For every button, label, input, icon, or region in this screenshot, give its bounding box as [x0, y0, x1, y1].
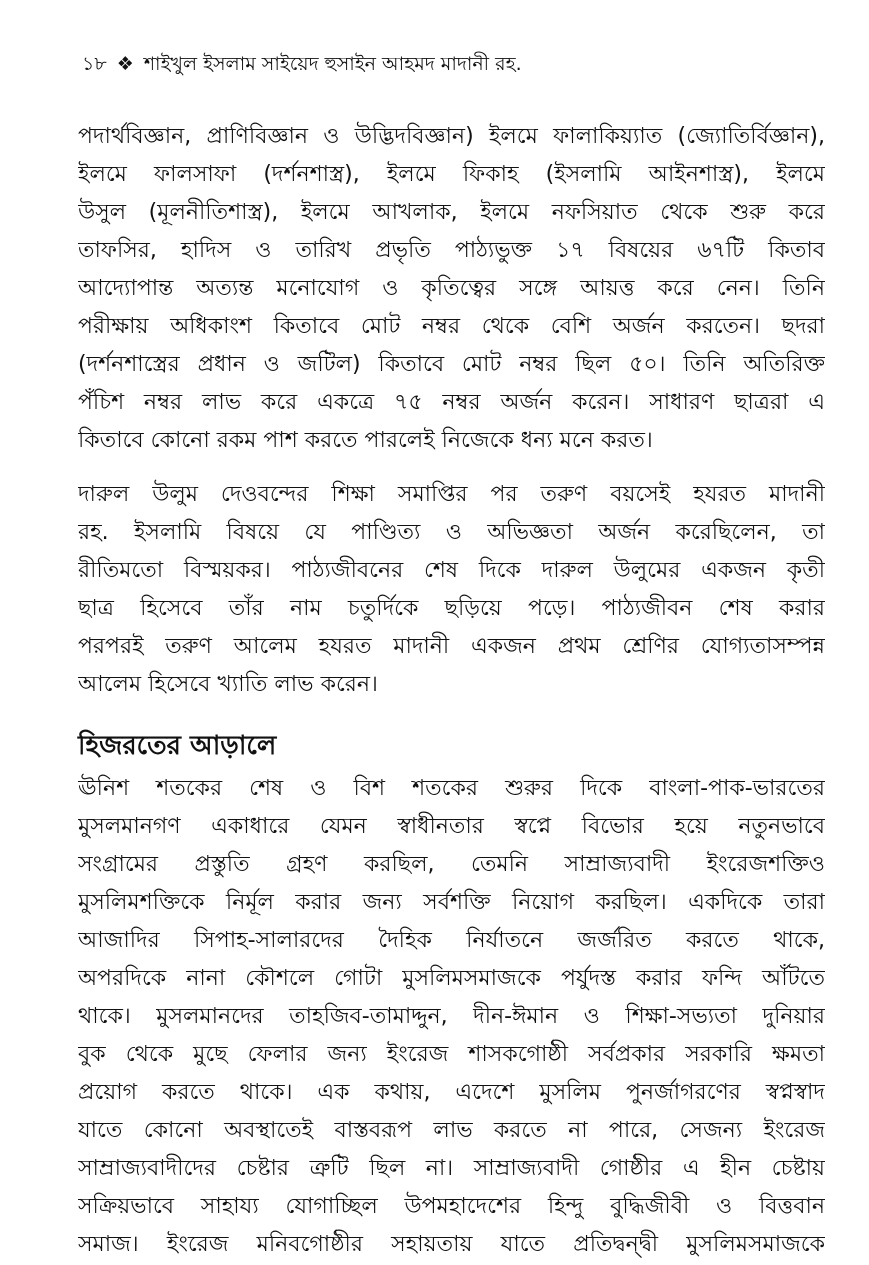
- text-line: পরীক্ষায় অধিকাংশ কিতাবে মোট নম্বর থেকে বেশি অর্জন করতেন। ছদরা: [78, 314, 825, 339]
- text-line: যাতে কোনো অবস্থাতেই বাস্তবরূপ লাভ করতে না পারে, সেজন্য ইংরেজ: [78, 1118, 825, 1143]
- ornament-icon: ❖: [116, 53, 134, 75]
- text-line: সক্রিয়ভাবে সাহায্য যোগাচ্ছিল উপমহাদেশের হিন্দু বুদ্ধিজীবী ও বিত্তবান: [78, 1194, 825, 1219]
- text-line: ঊনিশ শতকের শেষ ও বিশ শতকের শুরুর দিকে বাংলা-পাক-ভারতের: [78, 776, 825, 801]
- text-line: থাকে। মুসলমানদের তাহজিব-তামাদ্দুন, দীন-ঈমান ও শিক্ষা-সভ্যতা দুনিয়ার: [78, 1004, 825, 1029]
- text-line: পঁচিশ নম্বর লাভ করে একত্রে ৭৫ নম্বর অর্জন করেন। সাধারণ ছাত্ররা এ: [78, 390, 825, 415]
- text-line: ইলমে ফালসাফা (দর্শনশাস্ত্র), ইলমে ফিকাহ (ইসলামি আইনশাস্ত্র), ইলমে: [78, 162, 825, 187]
- paragraph-1: [78, 118, 825, 460]
- running-header: [82, 50, 825, 78]
- text-line: সাম্রাজ্যবাদীদের চেষ্টার ত্রুটি ছিল না। সাম্রাজ্যবাদী গোষ্ঠীর এ হীন চেষ্টায়: [78, 1156, 825, 1181]
- text-line: রহ. ইসলামি বিষয়ে যে পাণ্ডিত্য ও অভিজ্ঞতা অর্জন করেছিলেন, তা: [78, 520, 825, 545]
- text-line: পদার্থবিজ্ঞান, প্রাণিবিজ্ঞান ও উদ্ভিদবিজ্ঞান) ইলমে ফালাকিয়্যাত (জ্যোতির্বিজ্ঞান),: [78, 124, 825, 149]
- section-paragraph: [78, 770, 825, 1264]
- text-line: দারুল উলুম দেওবন্দের শিক্ষা সমাপ্তির পর তরুণ বয়সেই হযরত মাদানী: [78, 482, 825, 507]
- text-line: আজাদির সিপাহ-সালারদের দৈহিক নির্যাতনে জর্জরিত করতে থাকে,: [78, 928, 825, 953]
- text-line: সংগ্রামের প্রস্তুতি গ্রহণ করছিল, তেমনি সাম্রাজ্যবাদী ইংরেজশক্তিও: [78, 852, 825, 877]
- text-line: সমাজ। ইংরেজ মনিবগোষ্ঠীর সহায়তায় যাতে প্রতিদ্বন্দ্বী মুসলিমসমাজকে: [78, 1232, 825, 1257]
- text-line: মুসলিমশক্তিকে নির্মূল করার জন্য সর্বশক্তি নিয়োগ করছিল। একদিকে তারা: [78, 890, 825, 915]
- paragraph-2: [78, 476, 825, 704]
- text-line: রীতিমতো বিস্ময়কর। পাঠ্যজীবনের শেষ দিকে দারুল উলুমের একজন কৃতী: [78, 558, 825, 583]
- text-line: অপরদিকে নানা কৌশলে গোটা মুসলিমসমাজকে পর্যুদস্ত করার ফন্দি আঁটতে: [78, 966, 825, 991]
- text-line: আদ্যোপান্ত অত্যন্ত মনোযোগ ও কৃতিত্বের সঙ্গে আয়ত্ত করে নেন। তিনি: [78, 276, 825, 301]
- text-line: কিতাবে কোনো রকম পাশ করতে পারলেই নিজেকে ধন্য মনে করত।: [78, 428, 653, 453]
- text-line: তাফসির, হাদিস ও তারিখ প্রভৃতি পাঠ্যভুক্ত ১৭ বিষয়ের ৬৭টি কিতাব: [78, 238, 825, 263]
- text-line: আলেম হিসেবে খ্যাতি লাভ করেন।: [78, 672, 378, 697]
- text-line: মুসলমানগণ একাধারে যেমন স্বাধীনতার স্বপ্নে বিভোর হয়ে নতুনভাবে: [78, 814, 825, 839]
- text-line: প্রয়োগ করতে থাকে। এক কথায়, এদেশে মুসলিম পুনর্জাগরণের স্বপ্নস্বাদ: [78, 1080, 825, 1105]
- book-title: শাইখুল ইসলাম সাইয়েদ হুসাইন আহমদ মাদানী রহ.: [143, 53, 522, 75]
- paragraph-gap: [78, 460, 825, 476]
- section-heading: হিজরতের আড়ালে: [78, 731, 277, 761]
- text-line: উসুল (মূলনীতিশাস্ত্র), ইলমে আখলাক, ইলমে নফসিয়াত থেকে শুরু করে: [78, 200, 825, 225]
- text-line: বুক থেকে মুছে ফেলার জন্য ইংরেজ শাসকগোষ্ঠী সর্বপ্রকার সরকারি ক্ষমতা: [78, 1042, 825, 1067]
- page-number: ১৮: [82, 53, 107, 75]
- text-line: ছাত্র হিসেবে তাঁর নাম চতুর্দিকে ছড়িয়ে পড়ে। পাঠ্যজীবন শেষ করার: [78, 596, 825, 621]
- text-line: (দর্শনশাস্ত্রের প্রধান ও জটিল) কিতাবে মোট নম্বর ছিল ৫০। তিনি অতিরিক্ত: [78, 352, 825, 377]
- text-line: পরপরই তরুণ আলেম হযরত মাদানী একজন প্রথম শ্রেণির যোগ্যতাসম্পন্ন: [78, 634, 825, 659]
